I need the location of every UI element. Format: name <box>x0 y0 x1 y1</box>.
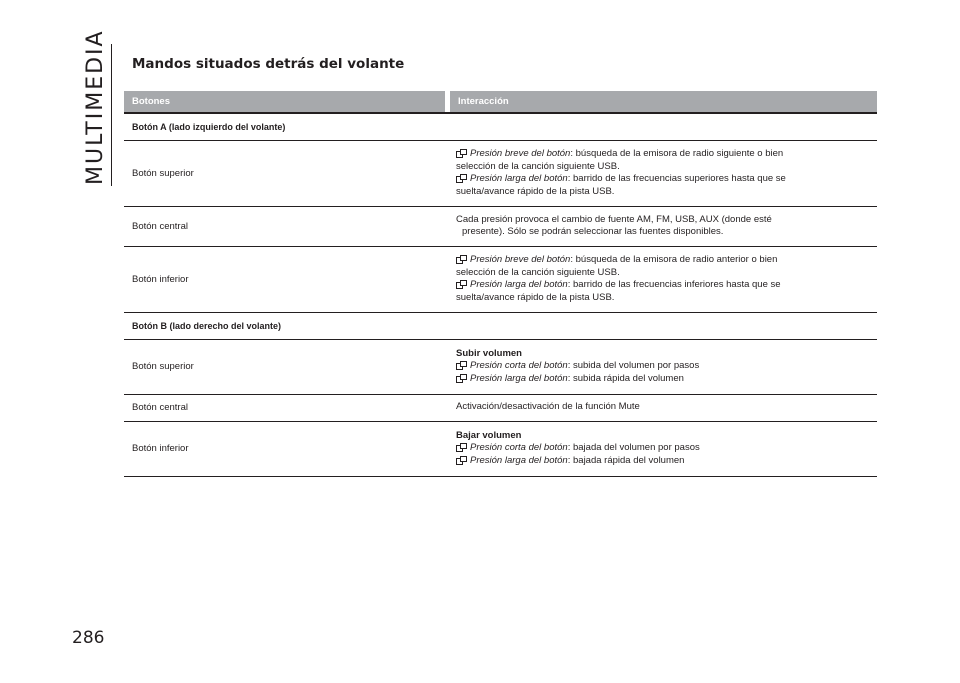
cell-heading: Bajar volumen <box>456 429 522 441</box>
bullet-icon <box>456 374 466 382</box>
item-lead: Presión corta del botón <box>470 442 568 454</box>
item-lead: Presión larga del botón <box>470 173 568 184</box>
item-text: : subida rápida del volumen <box>567 372 684 384</box>
interaction-cell <box>450 422 877 476</box>
item-lead: Presión larga del botón <box>470 454 568 466</box>
bullet-icon <box>456 443 466 451</box>
item-text: : búsqueda de la emisora de radio siguiente o bien <box>570 148 784 159</box>
chapter-divider <box>111 44 112 186</box>
group-title-b: Botón B (lado derecho del volante) <box>124 313 877 340</box>
bullet-line <box>456 173 877 186</box>
item-continuation: suelta/avance rápido de la pista USB. <box>456 291 615 303</box>
bullet-line <box>456 455 877 468</box>
bullet-icon <box>456 174 466 182</box>
bullet-line <box>456 279 877 292</box>
button-name: Botón central <box>132 220 188 232</box>
item-lead: Presión breve del botón <box>470 148 571 159</box>
bullet-icon <box>456 280 466 288</box>
item-lead: Presión corta del botón <box>470 360 568 372</box>
controls-table <box>124 91 877 477</box>
bullet-icon <box>456 149 466 157</box>
interaction-cell <box>450 340 877 394</box>
item-text: : bajada rápida del volumen <box>567 454 685 466</box>
table-row <box>124 247 877 313</box>
bullet-line <box>456 360 877 373</box>
table-row <box>124 395 877 422</box>
button-name: Botón superior <box>132 361 194 372</box>
interaction-cell <box>450 207 877 246</box>
table-row <box>124 340 877 395</box>
page-number: 286 <box>72 628 105 648</box>
interaction-cell <box>450 395 877 421</box>
header-interaccion: Interacción <box>450 91 877 112</box>
table-header <box>124 91 877 112</box>
item-lead: Presión larga del botón <box>470 372 568 384</box>
item-text: : barrido de las frecuencias inferiores hasta que se <box>567 279 781 290</box>
interaction-cell <box>450 141 877 206</box>
group-title-a: Botón A (lado izquierdo del volante) <box>124 114 877 141</box>
button-name: Botón inferior <box>132 443 189 454</box>
bullet-icon <box>456 255 466 263</box>
item-text: : barrido de las frecuencias superiores hasta que se <box>567 173 786 184</box>
section-title: Mandos situados detrás del volante <box>132 56 405 72</box>
bullet-icon <box>456 361 466 369</box>
text-line: Cada presión provoca el cambio de fuente AM, FM, USB, AUX (donde esté <box>456 213 772 225</box>
bullet-line <box>456 442 877 455</box>
cell-heading: Subir volumen <box>456 347 522 359</box>
item-continuation: selección de la canción siguiente USB. <box>456 160 620 172</box>
button-name: Botón superior <box>132 167 194 179</box>
item-continuation: selección de la canción siguiente USB. <box>456 266 620 278</box>
item-lead: Presión larga del botón <box>470 279 568 290</box>
item-text: : búsqueda de la emisora de radio anterior o bien <box>570 254 778 265</box>
item-lead: Presión breve del botón <box>470 254 571 265</box>
bullet-line <box>456 254 877 267</box>
chapter-title: MULTIMEDIA <box>83 29 108 185</box>
table-row <box>124 141 877 207</box>
bullet-icon <box>456 456 466 464</box>
item-text: : bajada del volumen por pasos <box>567 442 700 454</box>
item-text: : subida del volumen por pasos <box>567 360 700 372</box>
interaction-cell <box>450 247 877 312</box>
text-line: Activación/desactivación de la función Mute <box>456 401 640 413</box>
table-row <box>124 422 877 477</box>
table-row <box>124 207 877 247</box>
text-line: presente). Sólo se podrán seleccionar las fuentes disponibles. <box>462 226 724 237</box>
bullet-line <box>456 148 877 161</box>
bullet-line <box>456 373 877 386</box>
header-botones: Botones <box>124 91 445 112</box>
item-continuation: suelta/avance rápido de la pista USB. <box>456 185 615 197</box>
button-name: Botón inferior <box>132 273 189 285</box>
button-name: Botón central <box>132 402 188 413</box>
